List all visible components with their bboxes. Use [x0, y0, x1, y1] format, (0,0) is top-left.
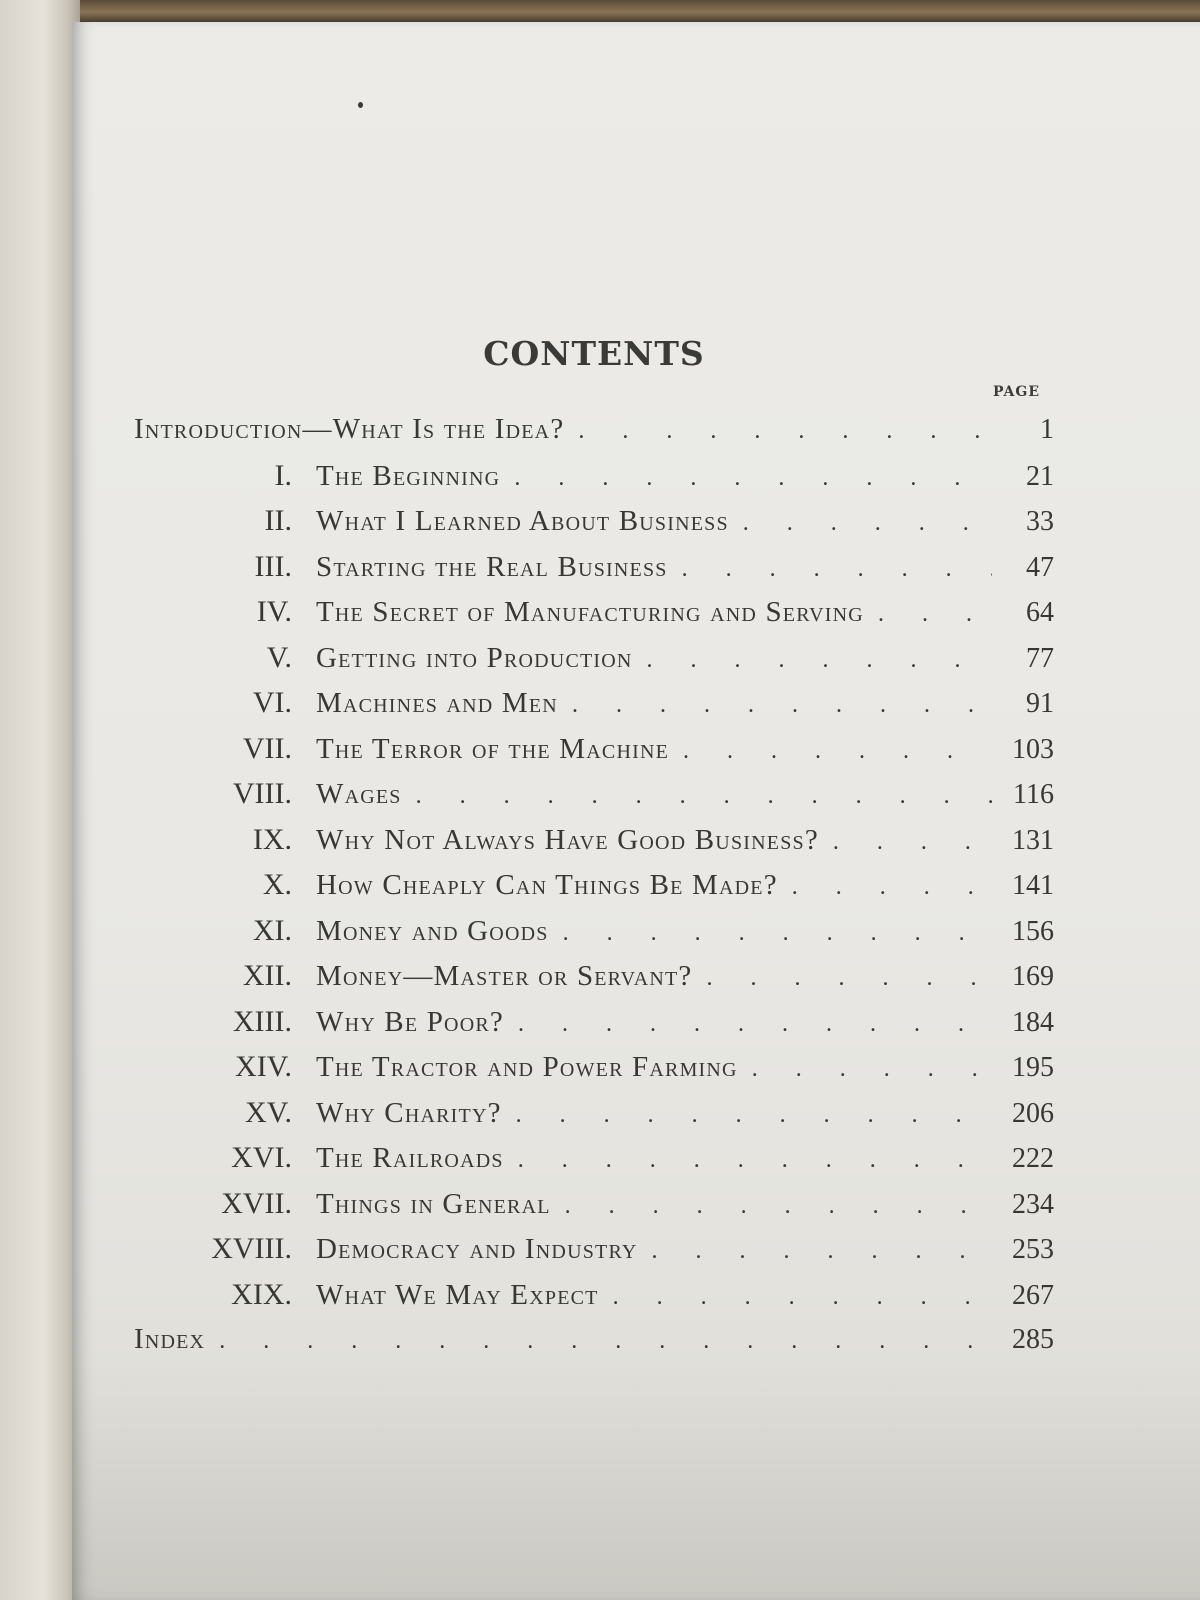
toc-row — [134, 1272, 1054, 1318]
page-number: 77 — [1026, 642, 1054, 674]
dot-leader — [819, 820, 992, 866]
chapter-title: Machines and Men — [316, 687, 558, 719]
dot-leader — [504, 1138, 992, 1184]
chapter-number: XIX. — [231, 1277, 292, 1311]
chapter-title: What I Learned About Business — [316, 505, 729, 537]
dot-leader — [504, 1002, 992, 1048]
dot-leader — [638, 1229, 992, 1275]
page-number: 222 — [1012, 1143, 1054, 1174]
chapter-number: I. — [274, 458, 292, 492]
page-number: 141 — [1012, 870, 1054, 901]
page-number: 285 — [1012, 1324, 1054, 1355]
dot-leader — [738, 1047, 992, 1093]
toc-row — [134, 999, 1054, 1045]
chapter-title: What We May Expect — [316, 1278, 599, 1311]
page-number: 206 — [1012, 1097, 1054, 1129]
dot-leader — [564, 409, 992, 455]
chapter-number: XI. — [252, 913, 292, 947]
dot-leader — [864, 592, 992, 638]
chapter-number: XIV. — [235, 1050, 292, 1083]
toc-row — [134, 1226, 1054, 1272]
toc-row — [134, 544, 1054, 590]
chapter-number: XVII. — [221, 1186, 292, 1220]
chapter-number: XII. — [242, 959, 292, 992]
toc-row — [134, 498, 1054, 544]
chapter-number: XIII. — [232, 1004, 292, 1038]
chapter-title: Why Be Poor? — [316, 1005, 504, 1038]
toc-row — [134, 726, 1054, 772]
chapter-number: IV. — [256, 595, 292, 628]
toc-row — [134, 1181, 1054, 1227]
page-number: 156 — [1012, 915, 1054, 947]
chapter-number: III. — [254, 549, 292, 583]
toc-row — [134, 1135, 1054, 1181]
page-number: 131 — [1012, 824, 1054, 856]
dot-leader — [549, 911, 992, 957]
chapter-title: Why Charity? — [316, 1096, 502, 1129]
page-number: 47 — [1026, 551, 1054, 583]
chapter-number: X. — [262, 868, 292, 901]
dot-leader — [551, 1184, 992, 1230]
dot-leader — [669, 729, 992, 775]
chapter-title: The Secret of Manufacturing and Serving — [316, 596, 864, 628]
dot-leader — [599, 1275, 992, 1321]
toc-row — [134, 771, 1054, 817]
toc-row — [134, 589, 1054, 635]
toc-row-index — [134, 1317, 1054, 1363]
page-number: 253 — [1012, 1234, 1054, 1265]
chapter-title: Starting the Real Business — [316, 550, 668, 583]
page-number: 64 — [1026, 597, 1054, 628]
toc-row — [134, 908, 1054, 954]
dot-leader — [692, 956, 992, 1002]
chapter-title: Money and Goods — [316, 914, 549, 947]
table-of-contents — [134, 407, 1054, 1363]
dot-leader — [778, 865, 992, 911]
chapter-title: Index — [134, 1323, 206, 1355]
page-number: 184 — [1012, 1006, 1054, 1038]
chapter-title: Wages — [316, 778, 402, 810]
dot-leader — [500, 456, 992, 502]
chapter-title: Money—Master or Servant? — [316, 960, 693, 992]
chapter-number: VI. — [252, 686, 292, 719]
page-title: CONTENTS — [483, 334, 705, 373]
toc-row — [134, 635, 1054, 681]
toc-row — [134, 680, 1054, 726]
dot-leader — [402, 774, 992, 820]
chapter-title: The Railroads — [316, 1142, 504, 1174]
toc-row — [134, 1090, 1054, 1136]
page-number: 33 — [1026, 506, 1054, 537]
dot-leader — [502, 1093, 992, 1139]
page-number: 91 — [1026, 688, 1054, 719]
contents-page — [72, 22, 1200, 1600]
toc-row — [134, 453, 1054, 499]
chapter-title: How Cheaply Can Things Be Made? — [316, 869, 778, 901]
chapter-number: V. — [266, 640, 292, 674]
chapter-number: XVIII. — [211, 1232, 292, 1265]
chapter-number: XVI. — [231, 1141, 292, 1174]
page-column-header: PAGE — [993, 384, 1040, 400]
dot-leader — [205, 1319, 992, 1365]
chapter-title: The Tractor and Power Farming — [316, 1051, 738, 1083]
chapter-title: The Terror of the Machine — [316, 732, 670, 765]
chapter-title: Democracy and Industry — [316, 1233, 638, 1265]
toc-row-introduction — [134, 407, 1054, 453]
page-number: 169 — [1012, 961, 1054, 992]
ink-speck — [358, 102, 363, 108]
page-number: 103 — [1012, 733, 1054, 765]
chapter-title: The Beginning — [316, 459, 501, 492]
page-number: 1 — [1040, 414, 1054, 445]
page-number: 234 — [1012, 1188, 1054, 1220]
chapter-number: XV. — [245, 1095, 292, 1129]
toc-row — [134, 817, 1054, 863]
chapter-number: IX. — [252, 822, 292, 856]
page-number: 116 — [1013, 779, 1054, 810]
chapter-number: VIII. — [232, 777, 292, 810]
dot-leader — [729, 501, 992, 547]
chapter-title: Things in General — [316, 1187, 551, 1220]
chapter-title: Getting into Production — [316, 641, 633, 674]
page-number: 21 — [1026, 460, 1054, 492]
page-number: 195 — [1012, 1052, 1054, 1083]
toc-row — [134, 1044, 1054, 1090]
toc-row — [134, 862, 1054, 908]
chapter-number: VII. — [242, 731, 292, 765]
dot-leader — [558, 683, 992, 729]
dot-leader — [633, 638, 992, 684]
chapter-title: Why Not Always Have Good Business? — [316, 823, 819, 856]
chapter-title: Introduction—What Is the Idea? — [134, 413, 565, 445]
chapter-number: II. — [264, 504, 292, 537]
page-number: 267 — [1012, 1279, 1054, 1311]
toc-row — [134, 953, 1054, 999]
dot-leader — [668, 547, 992, 593]
facing-page-edge — [0, 0, 80, 1600]
